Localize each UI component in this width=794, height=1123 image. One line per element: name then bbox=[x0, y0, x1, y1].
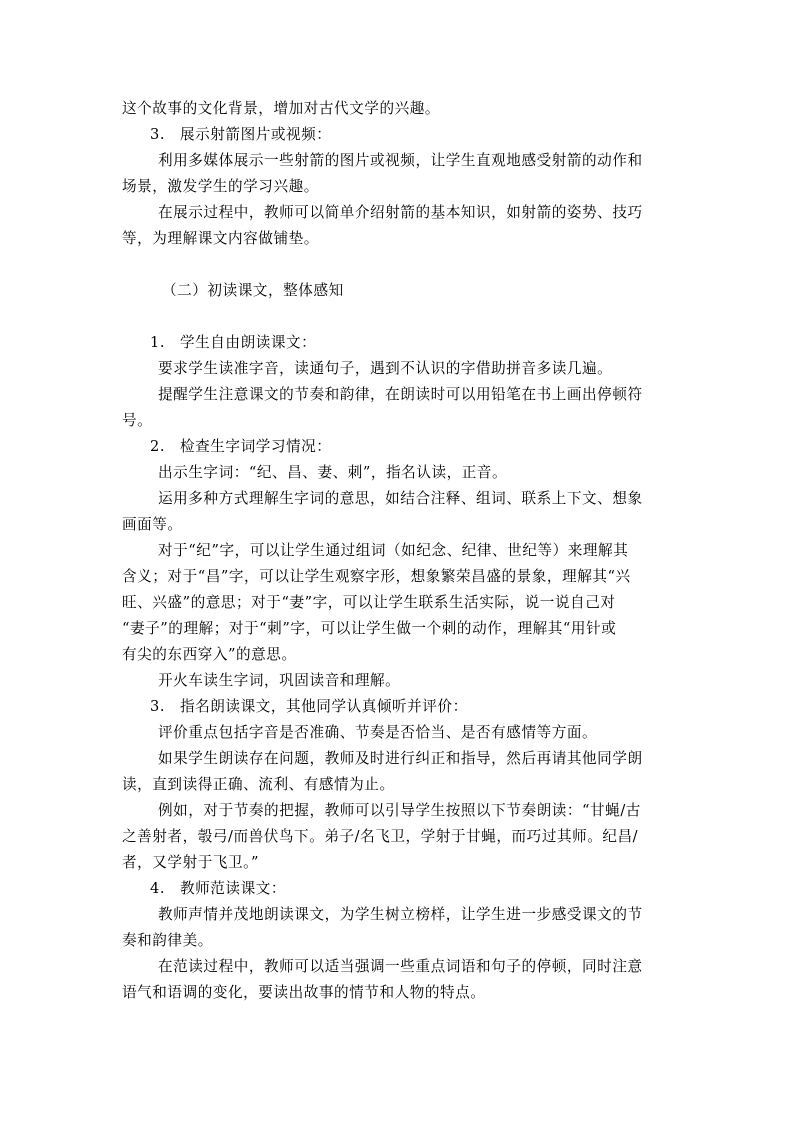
paragraph-line: 语气和语调的变化，要读出故事的情节和人物的特点。 bbox=[122, 984, 486, 1001]
item-text: 指名朗读课文，其他同学认真倾听并评价： bbox=[180, 698, 468, 715]
paragraph-line: 利用多媒体展示一些射箭的图片或视频，让学生直观地感受射箭的动作和 bbox=[158, 152, 643, 169]
paragraph-line: 读，直到读得正确、流利、有感情为止。 bbox=[122, 776, 395, 793]
item-number: 1. bbox=[150, 334, 166, 351]
item-number: 4. bbox=[150, 880, 166, 897]
paragraph-line: 提醒学生注意课文的节奏和韵律，在朗读时可以用铅笔在书上画出停顿符 bbox=[158, 386, 643, 403]
item-number: 3. bbox=[150, 698, 166, 715]
paragraph-line: 之善射者，彀弓/而兽伏鸟下。弟子/名飞卫，学射于甘蝇，而巧过其师。纪昌/ bbox=[122, 828, 639, 845]
paragraph-line: 含义；对于“昌”字，可以让学生观察字形，想象繁荣昌盛的景象，理解其“兴 bbox=[122, 568, 631, 585]
numbered-item bbox=[122, 876, 686, 902]
paragraph-gap bbox=[122, 304, 686, 330]
paragraph-line: 旺、兴盛”的意思；对于“妻”字，可以让学生联系生活实际，说一说自己对 bbox=[122, 594, 616, 611]
document-body bbox=[122, 96, 686, 1006]
item-text: 教师范读课文： bbox=[180, 880, 287, 897]
paragraph-line: 要求学生读准字音，读通句子，遇到不认识的字借助拼音多读几遍。 bbox=[158, 360, 613, 377]
numbered-item bbox=[122, 694, 686, 720]
item-text: 检查生字词学习情况： bbox=[180, 438, 332, 455]
item-text: 学生自由朗读课文： bbox=[180, 334, 317, 351]
numbered-item bbox=[122, 122, 686, 148]
numbered-item bbox=[122, 330, 686, 356]
paragraph-gap bbox=[122, 252, 686, 278]
item-text: 展示射箭图片或视频： bbox=[180, 126, 332, 143]
paragraph-line: 评价重点包括字音是否准确、节奏是否恰当、是否有感情等方面。 bbox=[158, 724, 598, 741]
section-heading: （二）初读课文，整体感知 bbox=[162, 282, 344, 299]
paragraph-line: 出示生字词：“纪、昌、妻、刺”，指名认读，正音。 bbox=[158, 464, 508, 481]
paragraph-line: 教师声情并茂地朗读课文，为学生树立榜样，让学生进一步感受课文的节 bbox=[158, 906, 643, 923]
paragraph-line: 场景，激发学生的学习兴趣。 bbox=[122, 178, 319, 195]
paragraph-line: 如果学生朗读存在问题，教师及时进行纠正和指导，然后再请其他同学朗 bbox=[158, 750, 643, 767]
paragraph-line: 在展示过程中，教师可以简单介绍射箭的基本知识，如射箭的姿势、技巧 bbox=[158, 204, 643, 221]
paragraph-line: 运用多种方式理解生字词的意思，如结合注释、组词、联系上下文、想象 bbox=[158, 490, 643, 507]
paragraph-line: “妻子”的理解；对于“刺”字，可以让学生做一个刺的动作，理解其“用针或 bbox=[122, 620, 617, 637]
paragraph-line: 例如，对于节奏的把握，教师可以引导学生按照以下节奏朗读：“甘蝇/古 bbox=[158, 802, 641, 819]
paragraph-line: 对于“纪”字，可以让学生通过组词（如纪念、纪律、世纪等）来理解其 bbox=[158, 542, 629, 559]
paragraph-line: 在范读过程中，教师可以适当强调一些重点词语和句子的停顿，同时注意 bbox=[158, 958, 643, 975]
paragraph-line: 开火车读生字词，巩固读音和理解。 bbox=[158, 672, 401, 689]
paragraph-line: 号。 bbox=[122, 412, 153, 429]
numbered-item bbox=[122, 434, 686, 460]
paragraph-line: 画面等。 bbox=[122, 516, 183, 533]
paragraph-line: 奏和韵律美。 bbox=[122, 932, 213, 949]
paragraph-line: 者，又学射于飞卫。” bbox=[122, 854, 260, 871]
item-number: 2. bbox=[150, 438, 166, 455]
paragraph-line: 这个故事的文化背景，增加对古代文学的兴趣。 bbox=[122, 100, 441, 117]
paragraph-line: 等，为理解课文内容做铺垫。 bbox=[122, 230, 319, 247]
item-number: 3. bbox=[150, 126, 166, 143]
paragraph-line: 有尖的东西穿入”的意思。 bbox=[122, 646, 297, 663]
